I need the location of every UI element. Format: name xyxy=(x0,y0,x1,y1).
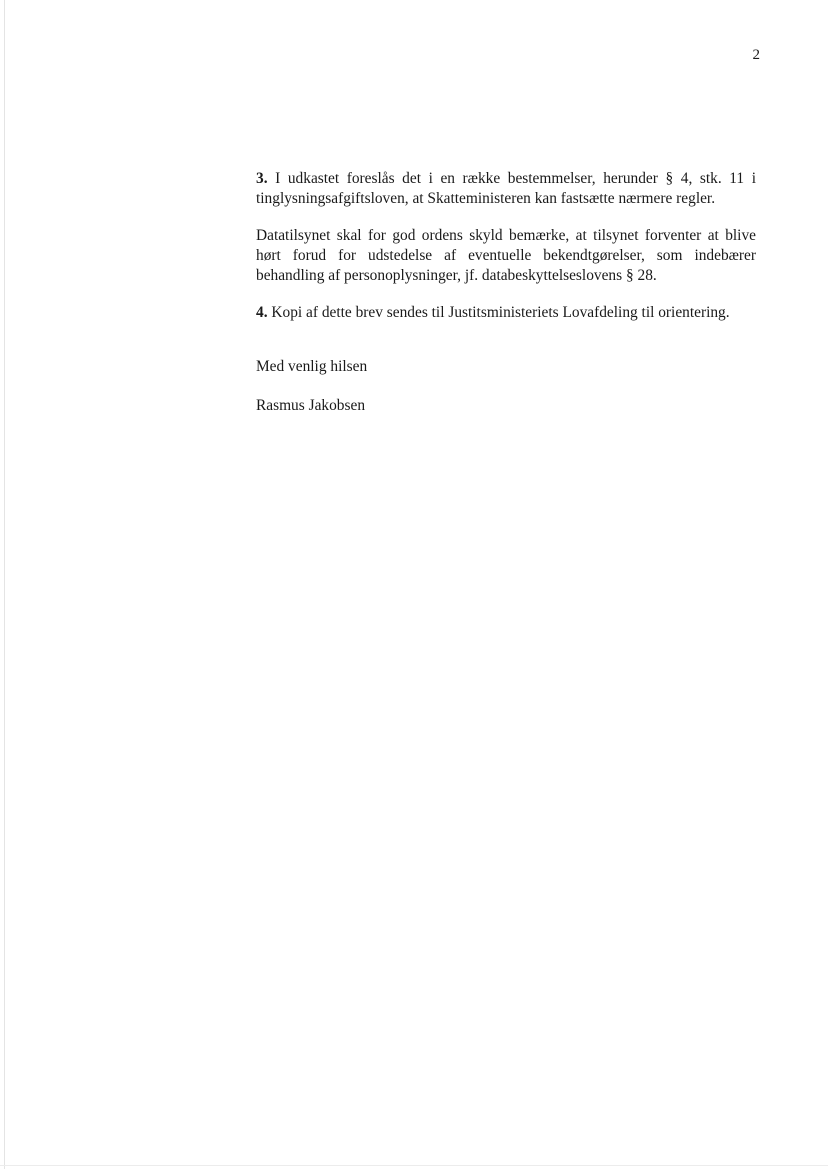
letter-body xyxy=(256,169,756,323)
paragraph-text: Kopi af dette brev sendes til Justitsministeriets Lovafdeling til orientering. xyxy=(267,304,730,321)
page-edge-bottom xyxy=(0,1165,828,1166)
paragraph-text: I udkastet foreslås det i en række bestemmelser, herunder § 4, stk. 11 i tinglysningsafgiftsloven, at Skatteministeren kan fastsætte nærmere regler. xyxy=(256,170,756,207)
paragraph-4 xyxy=(256,303,756,323)
paragraph-number: 3. xyxy=(256,170,268,187)
page-edge-left xyxy=(4,0,5,1169)
paragraph-text: Datatilsynet skal for god ordens skyld bemærke, at tilsynet forventer at blive hørt forud for udstedelse af eventuelle bekendtgørelser, som indebærer behandling af personoplysninger, jf. databeskyttelseslovens § 28. xyxy=(256,227,756,284)
paragraph-3 xyxy=(256,169,756,209)
signature-name: Rasmus Jakobsen xyxy=(256,397,366,414)
paragraph-number: 4. xyxy=(256,304,268,321)
page-number: 2 xyxy=(752,47,760,63)
closing-salutation: Med venlig hilsen xyxy=(256,358,368,375)
paragraph-datatilsynet xyxy=(256,226,756,286)
